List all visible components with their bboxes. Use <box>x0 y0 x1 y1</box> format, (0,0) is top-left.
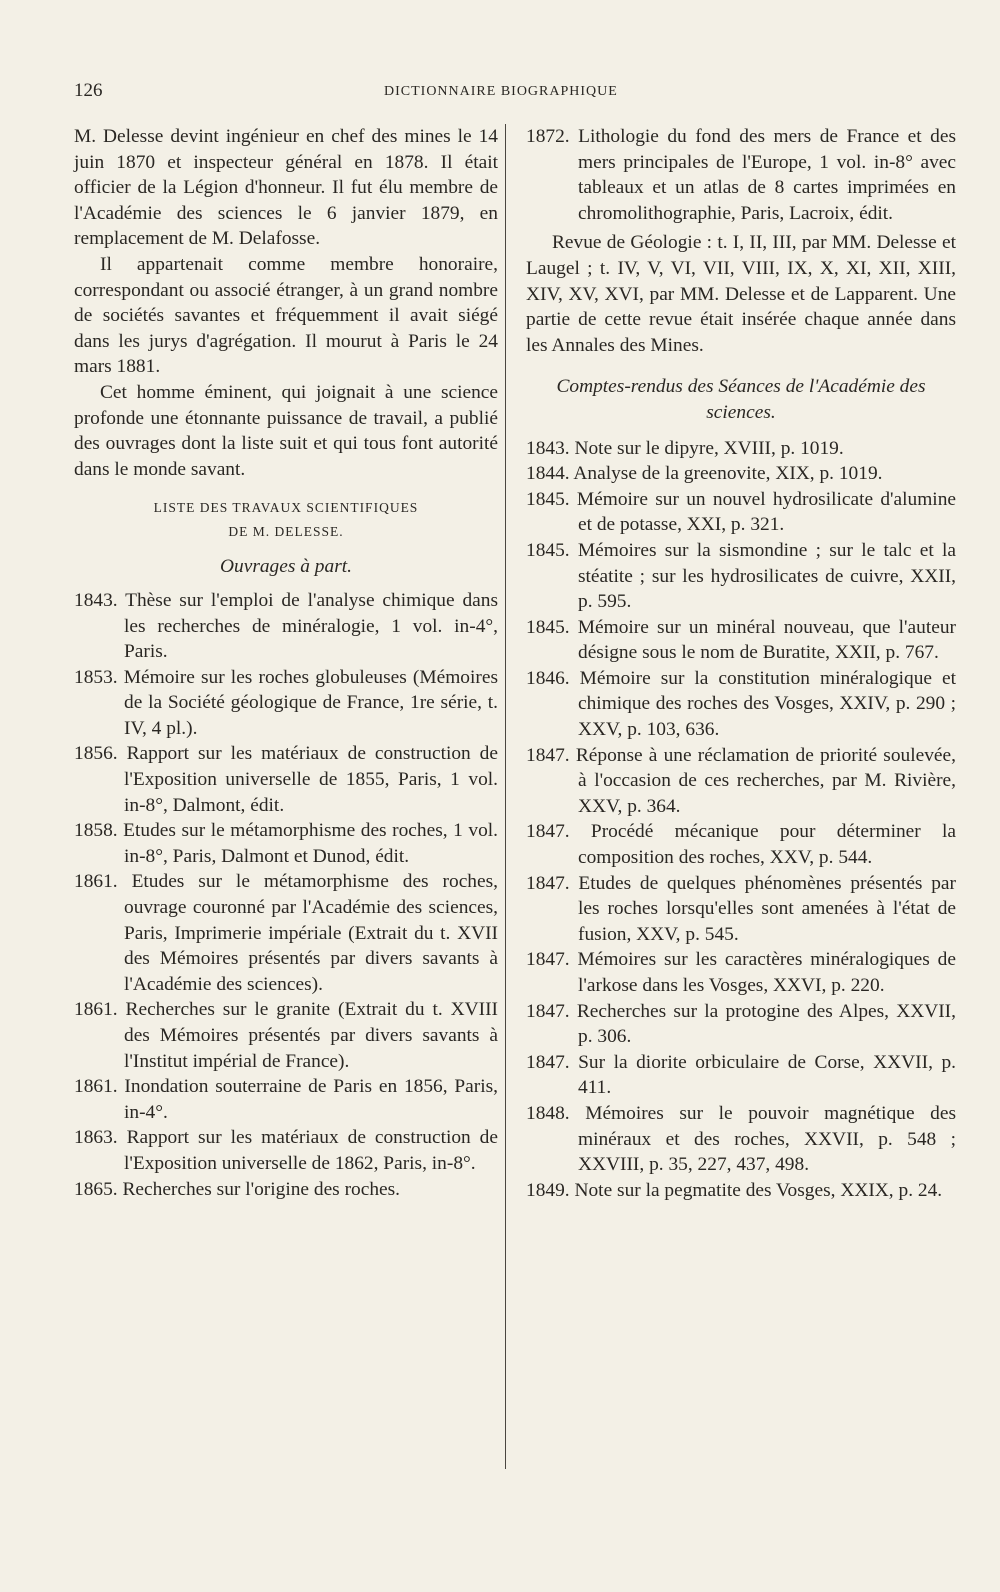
bibliography-entry: 1847. Sur la diorite orbiculaire de Corse, XXVII, p. 411. <box>526 1051 956 1099</box>
list-heading <box>74 496 498 544</box>
bibliography-entry: 1865. Recherches sur l'origine des roches. <box>74 1178 401 1200</box>
bibliography-entry: 1861. Etudes sur le métamorphisme des roches, ouvrage couronné par l'Académie des sciences, Paris, Imprimerie impériale (Extrait du t. XVII des Mémoires présentés par divers savants à l'Académie des sciences). <box>74 871 498 995</box>
section-title: Comptes-rendus des Séances de l'Académie des sciences. <box>556 376 926 423</box>
bibliography-entry: 1853. Mémoire sur les roches globuleuses (Mémoires de la Société géologique de France, 1re série, t. IV, 4 pl.). <box>74 666 498 739</box>
paragraph: M. Delesse devint ingénieur en chef des mines le 14 juin 1870 et inspecteur général en 1878. Il était officier de la Légion d'honneur. Il fut élu membre de l'Académie des sciences le 6 janvier 1879, en remplacement de M. Delafosse. <box>74 126 498 250</box>
revue-paragraph: Revue de Géologie : t. I, II, III, par MM. Delesse et Laugel ; t. IV, V, VI, VII, VIII, IX, X, XI, XII, XIII, XIV, XV, XVI, par MM. Delesse et de Lapparent. Une partie de cette revue était insérée chaque année dans les Annales des Mines. <box>526 232 956 356</box>
bibliography-entry: 1847. Recherches sur la protogine des Alpes, XXVII, p. 306. <box>526 1000 956 1048</box>
running-head: DICTIONNAIRE BIOGRAPHIQUE <box>384 84 618 99</box>
bibliography-entry: 1861. Inondation souterraine de Paris en 1856, Paris, in-4°. <box>74 1076 498 1123</box>
bibliography-entry: 1843. Note sur le dipyre, XVIII, p. 1019. <box>526 437 844 459</box>
left-column <box>74 124 498 1202</box>
bibliography-entry: 1856. Rapport sur les matériaux de construction de l'Exposition universelle de 1855, Paris, 1 vol. in-8°, Dalmont, édit. <box>74 743 498 816</box>
bibliography-entry: 1847. Réponse à une réclamation de priorité soulevée, à l'occasion de ces recherches, par M. Rivière, XXV, p. 364. <box>526 744 956 817</box>
bibliography-entry: 1861. Recherches sur le granite (Extrait du t. XVIII des Mémoires présentés par divers savants à l'Institut impérial de France). <box>74 999 498 1072</box>
section-title: Ouvrages à part. <box>220 556 352 578</box>
page-number: 126 <box>74 80 103 101</box>
page-header <box>74 80 654 104</box>
bibliography-entry: 1858. Etudes sur le métamorphisme des roches, 1 vol. in-8°, Paris, Dalmont et Dunod, édit. <box>74 820 498 867</box>
bibliography-entry: 1845. Mémoires sur la sismondine ; sur le talc et la stéatite ; sur les hydrosilicates de cuivre, XXII, p. 595. <box>526 539 956 613</box>
paragraph: Il appartenait comme membre honoraire, correspondant ou associé étranger, à un grand nombre de sociétés savantes et fréquemment il avait siégé dans les jurys d'agrégation. Il mourut à Paris le 24 mars 1881. <box>74 253 498 378</box>
bibliography-entry: 1846. Mémoire sur la constitution minéralogique et chimique des roches des Vosges, XXIV, p. 290 ; XXV, p. 103, 636. <box>526 667 956 741</box>
bibliography-entry: 1848. Mémoires sur le pouvoir magnétique des minéraux et des roches, XXVII, p. 548 ; XXVIII, p. 35, 227, 437, 498. <box>526 1102 956 1176</box>
paragraph: Cet homme éminent, qui joignait à une science profonde une étonnante puissance de travail, a publié des ouvrages dont la liste suit et qui tous font autorité dans le monde savant. <box>74 381 498 480</box>
bibliography-entry: 1847. Procédé mécanique pour déterminer la composition des roches, XXV, p. 544. <box>526 821 956 869</box>
column-divider <box>505 124 506 1469</box>
bibliography-entry: 1847. Etudes de quelques phénomènes présentés par les roches lorsqu'elles sont amenées à l'état de fusion, XXV, p. 545. <box>526 872 956 945</box>
bibliography-entry: 1847. Mémoires sur les caractères minéralogiques de l'arkose dans les Vosges, XXVI, p. 220. <box>526 949 956 996</box>
bibliography-entry: 1849. Note sur la pegmatite des Vosges, XXIX, p. 24. <box>526 1179 943 1201</box>
bibliography-entry: 1843. Thèse sur l'emploi de l'analyse chimique dans les recherches de minéralogie, 1 vol. in-4°, Paris. <box>74 589 498 663</box>
list-heading-line: LISTE DES TRAVAUX SCIENTIFIQUES <box>153 500 419 516</box>
bibliography-entry: 1845. Mémoire sur un minéral nouveau, que l'auteur désigne sous le nom de Buratite, XXII, p. 767. <box>526 616 956 664</box>
bibliography-entry: 1844. Analyse de la greenovite, XIX, p. 1019. <box>526 463 883 485</box>
bibliography-entry: 1845. Mémoire sur un nouvel hydrosilicate d'alumine et de potasse, XXI, p. 321. <box>526 488 956 536</box>
bibliography-entry: 1863. Rapport sur les matériaux de construction de l'Exposition universelle de 1862, Paris, in-8°. <box>74 1127 498 1174</box>
list-heading-line: DE M. DELESSE. <box>228 524 344 540</box>
bibliography-entry: 1872. Lithologie du fond des mers de France et des mers principales de l'Europe, 1 vol. in-8° avec tableaux et un atlas de 8 cartes imprimées en chromolithographie, Paris, Lacroix, édit. <box>526 126 956 224</box>
right-column <box>526 124 956 1203</box>
